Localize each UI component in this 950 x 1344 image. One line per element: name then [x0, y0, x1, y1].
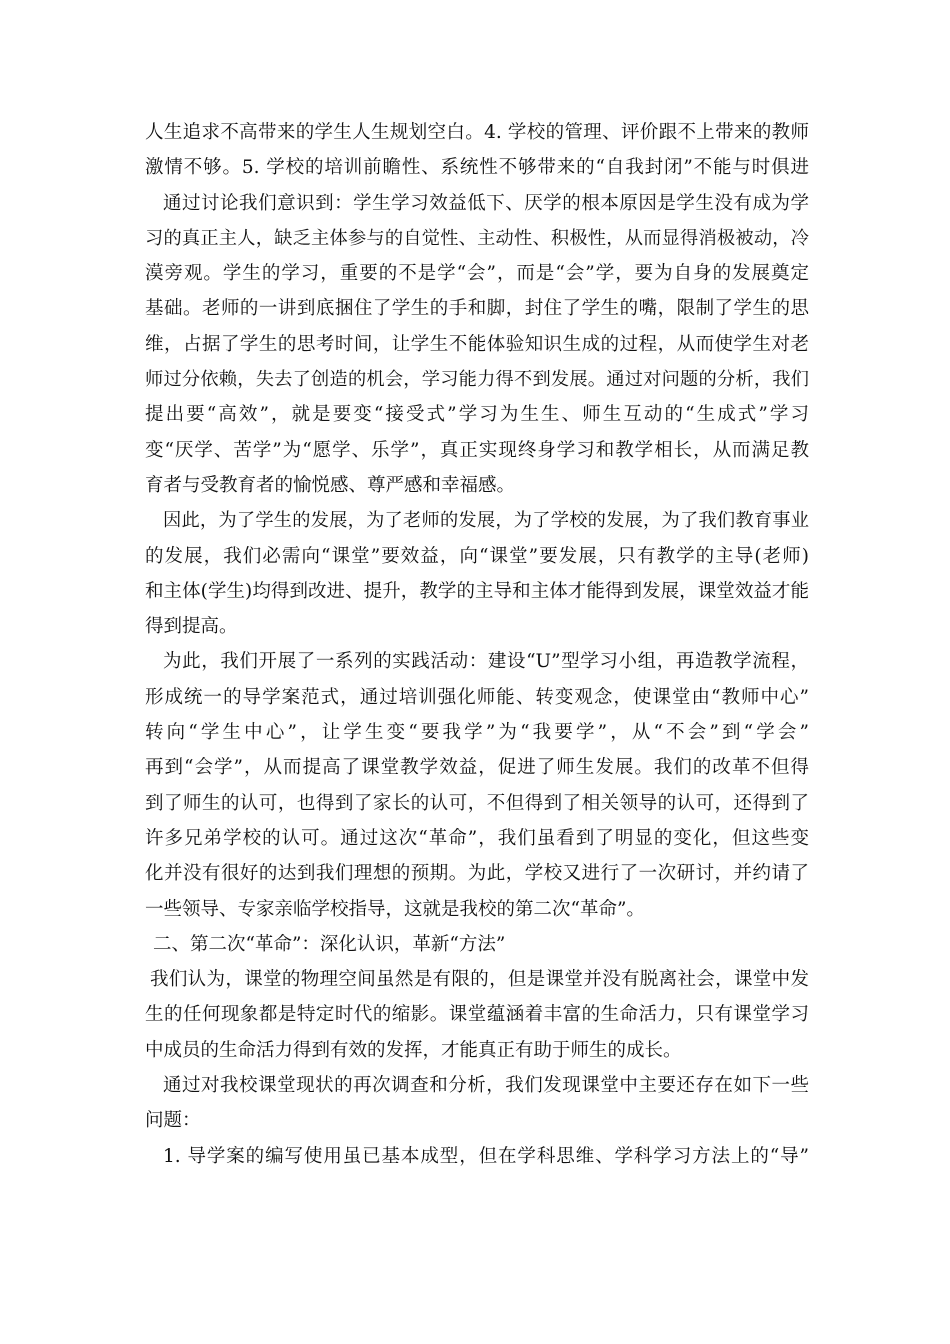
text-line: 师过分依赖，失去了创造的机会，学习能力得不到发展。通过对问题的分析，我们 — [145, 369, 809, 391]
text-line: 许多兄弟学校的认可。通过这次“革命”，我们虽看到了明显的变化，但这些变 — [145, 827, 809, 849]
text-line: 育者与受教育者的愉悦感、尊严感和幸福感。 — [145, 474, 516, 496]
text-line: 提出要“高效”，就是要变“接受式”学习为生生、师生互动的“生成式”学习 — [145, 404, 809, 426]
text-line: 变“厌学、苦学”为“愿学、乐学”，真正实现终身学习和教学相长，从而满足教 — [145, 439, 809, 461]
text-line: 1. 导学案的编写使用虽已基本成型，但在学科思维、学科学习方法上的“导” — [163, 1145, 809, 1167]
text-line: 通过对我校课堂现状的再次调查和分析，我们发现课堂中主要还存在如下一些 — [163, 1075, 809, 1097]
text-line: 二、第二次“革命”：深化认识，革新“方法” — [153, 933, 506, 955]
document-body-text — [145, 115, 809, 1174]
text-line: 习的真正主人，缺乏主体参与的自觉性、主动性、积极性，从而显得消极被动，冷 — [145, 227, 809, 249]
text-line: 为此，我们开展了一系列的实践活动：建设“U”型学习小组，再造教学流程， — [163, 651, 809, 673]
text-line: 到了师生的认可，也得到了家长的认可，不但得到了相关领导的认可，还得到了 — [145, 792, 809, 814]
text-line: 我们认为，课堂的物理空间虽然是有限的，但是课堂并没有脱离社会，课堂中发 — [150, 969, 809, 991]
text-line: 漠旁观。学生的学习，重要的不是学“会”，而是“会”学，要为自身的发展奠定 — [145, 263, 809, 285]
text-line: 问题： — [145, 1110, 201, 1132]
text-line: 激情不够。5. 学校的培训前瞻性、系统性不够带来的“自我封闭”不能与时俱进 — [145, 157, 809, 179]
text-line: 和主体(学生)均得到改进、提升，教学的主导和主体才能得到发展，课堂效益才能 — [145, 580, 809, 602]
text-line: 化并没有很好的达到我们理想的预期。为此，学校又进行了一次研讨，并约请了 — [145, 863, 809, 885]
text-line: 转向“学生中心”，让学生变“要我学”为“我要学”，从“不会”到“学会” — [145, 722, 809, 744]
text-line: 人生追求不高带来的学生人生规划空白。4. 学校的管理、评价跟不上带来的教师 — [145, 122, 809, 143]
text-line: 形成统一的导学案范式，通过培训强化师能、转变观念，使课堂由“教师中心” — [145, 686, 809, 708]
text-line: 的发展，我们必需向“课堂”要效益，向“课堂”要发展，只有教学的主导(老师) — [145, 545, 809, 567]
text-line: 一些领导、专家亲临学校指导，这就是我校的第二次“革命”。 — [145, 898, 645, 920]
text-line: 因此，为了学生的发展，为了老师的发展，为了学校的发展，为了我们教育事业 — [163, 510, 809, 532]
text-line: 维，占据了学生的思考时间，让学生不能体验知识生成的过程，从而使学生对老 — [145, 333, 809, 355]
text-line: 得到提高。 — [145, 616, 238, 638]
text-line: 中成员的生命活力得到有效的发挥，才能真正有助于师生的成长。 — [145, 1039, 682, 1061]
text-line: 基础。老师的一讲到底捆住了学生的手和脚，封住了学生的嘴，限制了学生的思 — [145, 298, 809, 320]
text-line: 再到“会学”，从而提高了课堂教学效益，促进了师生发展。我们的改革不但得 — [145, 757, 809, 779]
text-line: 生的任何现象都是特定时代的缩影。课堂蕴涵着丰富的生命活力，只有课堂学习 — [145, 1004, 809, 1026]
text-line: 通过讨论我们意识到：学生学习效益低下、厌学的根本原因是学生没有成为学 — [163, 192, 809, 214]
